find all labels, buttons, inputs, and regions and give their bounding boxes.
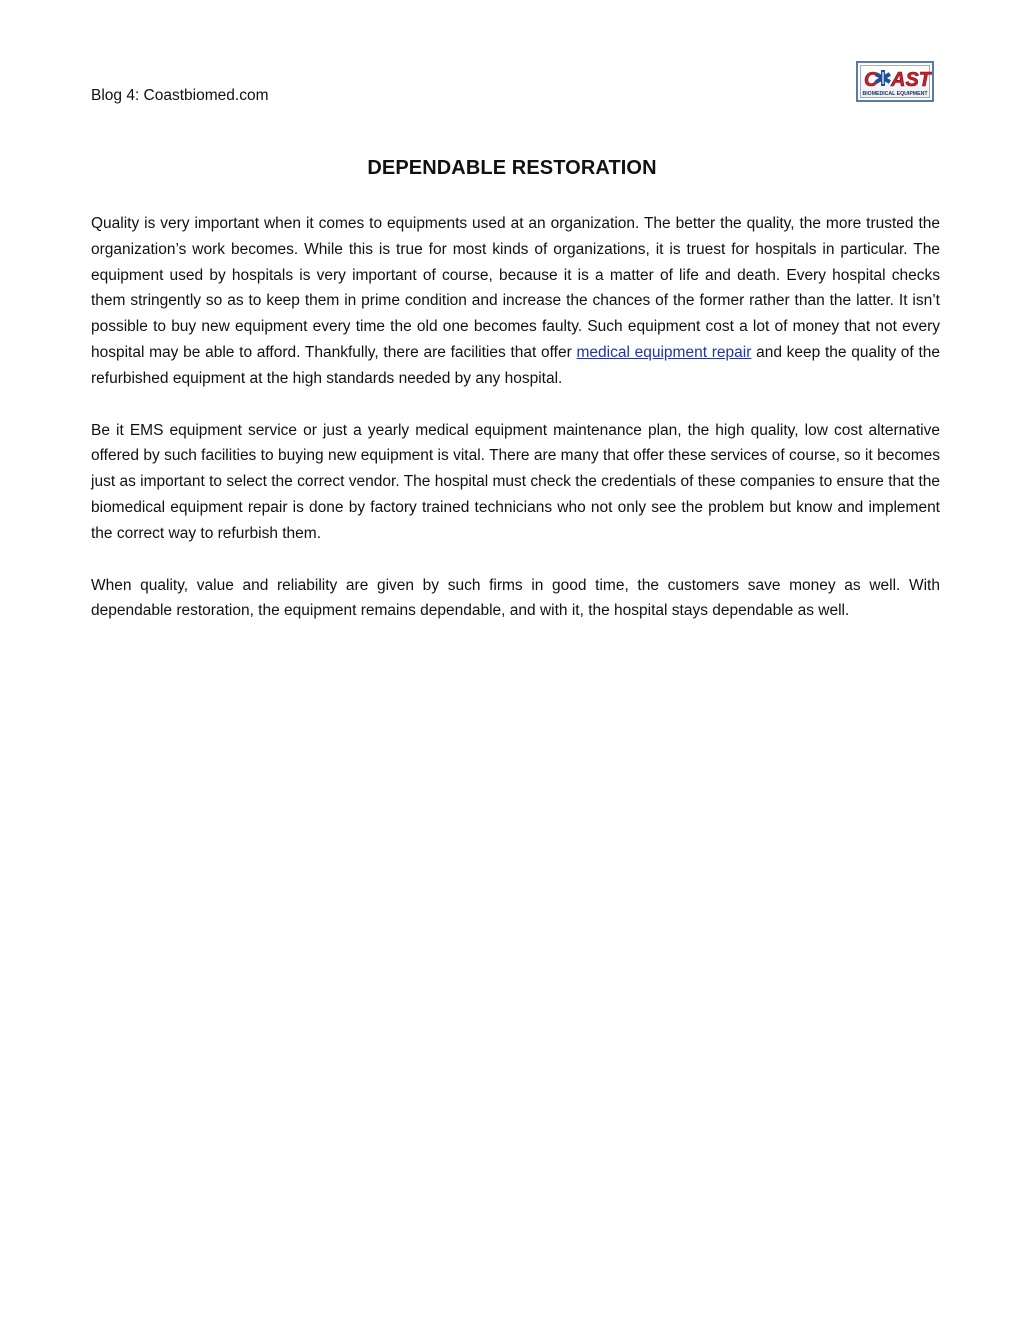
medical-equipment-repair-link[interactable]: medical equipment repair <box>576 343 752 361</box>
page-title: DEPENDABLE RESTORATION <box>367 157 657 179</box>
paragraph-1-text-before-link: Quality is very important when it comes to equipments used at an organization. The better the quality, the more trusted the organization’s work becomes. While this is true for most kinds of organizations, it is truest for hospitals in particular. The equipment used by hospitals is very important of course, because it is a matter of life and death. Every hospital checks them stringently so as to keep them in prime condition and increase the chances of the former rather than the latter. It isn’t possible to buy new equipment every time the old one becomes faulty. Such equipment cost a lot of money that not every hospital may be able to afford. Thankfully, there are facilities that offer <box>91 215 940 361</box>
logo-graphic <box>858 63 932 100</box>
paragraph-1 <box>91 211 940 392</box>
coast-biomedical-logo <box>856 61 934 102</box>
paragraph-2: Be it EMS equipment service or just a yearly medical equipment maintenance plan, the high quality, low cost alternative offered by such facilities to buying new equipment is vital. There are many that offer these services of course, so it becomes just as important to select the correct vendor. The hospital must check the credentials of these companies to ensure that the biomedical equipment repair is done by factory trained technicians who not only see the problem but know and implement the correct way to refurbish them. <box>91 421 940 542</box>
logo-letters-ast: AST <box>891 69 931 91</box>
article-body <box>91 211 940 650</box>
paragraph-3: When quality, value and reliability are given by such firms in good time, the customers save money as well. With dependable restoration, the equipment remains dependable, and with it, the hospital stays dependable as well. <box>91 576 940 620</box>
blog-label: Blog 4: Coastbiomed.com <box>91 87 269 104</box>
logo-subtitle: BIOMEDICAL EQUIPMENT <box>862 91 928 97</box>
paragraph-1-text-after-link: and keep the quality of the refurbished equipment at the high standards needed by any hospital. <box>91 343 940 387</box>
logo-letter-c: C <box>864 69 879 91</box>
